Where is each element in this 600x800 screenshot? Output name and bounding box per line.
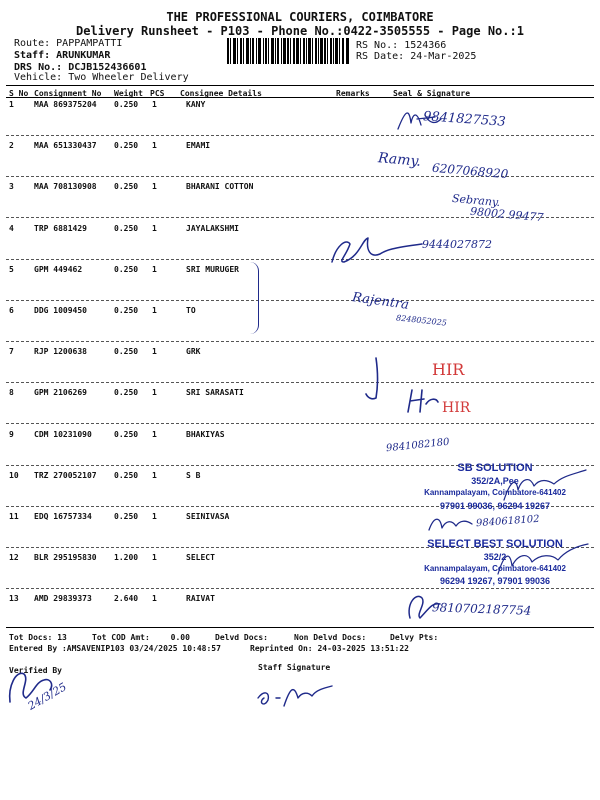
vehicle-value: Two Wheeler Delivery (68, 72, 189, 83)
row-consignee: BHARANI COTTON (186, 182, 254, 192)
reprinted-value: 24-03-2025 13:51:22 (317, 644, 409, 653)
runsheet-title: Delivery Runsheet - P103 - Phone No.:0422-3505555 - Page No.:1 (76, 24, 524, 38)
staff-signature-label: Staff Signature (258, 663, 331, 672)
rs-no-label: RS No.: (356, 40, 399, 51)
vehicle-line (14, 72, 189, 84)
sig-row1-phone: 9841827533 (422, 109, 507, 130)
row-sno: 10 (9, 470, 19, 480)
tot-docs-label: Tot Docs: (9, 633, 53, 642)
row-separator (6, 588, 594, 589)
table-top-rule (6, 85, 594, 86)
drs-label: DRS No.: (14, 62, 63, 73)
row-weight: 0.250 (114, 347, 139, 357)
tot-cod (92, 633, 190, 642)
row-sno: 1 (9, 100, 14, 109)
stamp-select-name: SELECT BEST SOLUTION (427, 538, 563, 550)
reprinted-label: Reprinted On: (250, 644, 313, 653)
row-consignee: EMAMI (186, 141, 211, 151)
staff-signature (254, 678, 334, 712)
staff-line (14, 50, 110, 62)
route-label: Route: (14, 38, 51, 49)
row-weight: 0.250 (114, 223, 139, 233)
row-consignee: KANY (186, 100, 206, 109)
sig-row6-name: Rajentra (351, 290, 410, 313)
tot-cod-label: Tot COD Amt: (92, 633, 150, 642)
delvy-pts-label: Delvy Pts: (390, 633, 439, 642)
stamp-sb-addr: 352/2A,Pee (471, 476, 519, 486)
tot-docs (9, 633, 67, 642)
row-sno: 11 (9, 512, 19, 521)
col-header-weight: Weight (114, 89, 143, 98)
row-pcs: 1 (152, 264, 157, 274)
signature-row8 (404, 388, 440, 414)
non-delvd-docs-label: Non Delvd Docs: (294, 633, 367, 642)
tot-cod-value: 0.00 (170, 633, 190, 642)
staff-value: ARUNKUMAR (56, 50, 111, 61)
row-weight: 0.250 (114, 470, 139, 480)
entered-by (9, 644, 221, 653)
row-consignee: BHAKIYAS (186, 429, 225, 439)
row-weight: 0.250 (114, 100, 139, 109)
col-header-pcs: PCS (150, 89, 165, 98)
brace-rows-5-6 (250, 262, 259, 334)
stamp-sb-phone: 97901 99036, 96294 19267 (439, 501, 551, 511)
stamp-select-city: Kannampalayam, Coimbatore-641402 (424, 564, 566, 573)
row-pcs: 1 (152, 388, 157, 398)
drs-value: DCJB152436601 (68, 62, 147, 73)
row-consignment: MAA 869375204 (34, 100, 97, 109)
sig-row3-phone: 6207068920 (431, 160, 509, 182)
sig-row13-phone: 9810702187754 (431, 600, 532, 618)
stamp-select-phone: 96294 19267, 97901 99036 (439, 576, 551, 586)
row-consignee: GRK (186, 347, 201, 357)
row-pcs: 1 (152, 306, 157, 315)
sig-row3-name: Ramy. (377, 150, 422, 170)
col-header-remarks: Remarks (336, 89, 370, 98)
row-sno: 12 (9, 553, 19, 563)
col-header-consignment: Consignment No (34, 89, 102, 98)
row-separator (6, 259, 594, 260)
row-consignment: TRP 6881429 (34, 223, 87, 233)
stamp-sb-name: SB SOLUTION (457, 462, 533, 474)
row-pcs: 1 (152, 553, 157, 563)
row-consignee: S B (186, 470, 201, 480)
sig-row11-phone: 9840618102 (475, 513, 540, 530)
row-weight: 0.250 (114, 182, 139, 192)
row-separator (6, 423, 594, 424)
row-pcs: 1 (152, 141, 157, 151)
row-consignment: BLR 295195830 (34, 553, 97, 563)
verified-by-label: Verified By (9, 666, 62, 675)
rs-no-value: 1524366 (404, 40, 447, 51)
row-consignment: GPM 2106269 (34, 388, 87, 398)
signature-row4 (326, 232, 426, 268)
row-separator (6, 135, 594, 136)
row-pcs: 1 (152, 223, 157, 233)
signature-row11 (426, 512, 474, 534)
row-pcs: 1 (152, 470, 157, 480)
stamp-sb-city: Kannampalayam, Coimbatore-641402 (424, 488, 566, 497)
row-separator (6, 382, 594, 383)
row-sno: 8 (9, 388, 14, 398)
signature-row12 (494, 540, 590, 580)
row-consignee: SEINIVASA (186, 512, 230, 521)
row-pcs: 1 (152, 512, 157, 521)
row-pcs: 1 (152, 429, 157, 439)
row-consignee: SELECT (186, 553, 215, 563)
delvd-docs-label: Delvd Docs: (215, 633, 268, 642)
reprinted-on (250, 644, 409, 653)
bracket-rows-7-8 (362, 354, 392, 404)
row-weight: 0.250 (114, 388, 139, 398)
row-weight: 0.250 (114, 141, 139, 151)
row-pcs: 1 (152, 182, 157, 192)
entered-by-value: AMSAVENIP103 03/24/2025 10:48:57 (66, 644, 221, 653)
sig-row6-phone: 8248052025 (395, 313, 448, 328)
row-consignment: GPM 449462 (34, 264, 83, 274)
company-name: THE PROFESSIONAL COURIERS, COIMBATORE (166, 10, 434, 24)
row-consignee: SRI SARASATI (186, 388, 244, 398)
row-consignment: AMD 29839373 (34, 594, 92, 604)
row-consignee: SRI MURUGER (186, 264, 239, 274)
table-header-rule (6, 97, 594, 98)
row-sno: 3 (9, 182, 14, 192)
sig-row3b-name: Sebrany. (451, 191, 501, 210)
barcode (227, 38, 349, 64)
sig-row7-remark: HIR (432, 360, 465, 379)
route-line (14, 38, 122, 50)
sig-row3b-phone: 98002 99477 (469, 204, 544, 225)
rs-date-line (356, 51, 476, 63)
col-header-consignee: Consignee Details (180, 89, 262, 98)
row-pcs: 1 (152, 594, 157, 604)
row-weight: 0.250 (114, 429, 139, 439)
staff-label: Staff: (14, 50, 51, 61)
row-separator (6, 300, 594, 301)
signature-row10 (500, 466, 590, 506)
signature-row1 (395, 105, 445, 135)
row-weight: 0.250 (114, 306, 139, 315)
row-sno: 13 (9, 594, 19, 604)
row-weight: 2.640 (114, 594, 139, 604)
row-sno: 9 (9, 429, 14, 439)
entered-by-label: Entered By : (9, 644, 67, 653)
row-sno: 6 (9, 306, 14, 315)
row-sno: 2 (9, 141, 14, 151)
row-pcs: 1 (152, 100, 157, 109)
row-separator (6, 341, 594, 342)
row-consignment: EDQ 16757334 (34, 512, 92, 521)
sig-row9-phone: 9841082180 (385, 436, 451, 455)
stamp-select-addr: 352/2 (483, 552, 507, 562)
row-consignment: MAA 651330437 (34, 141, 97, 151)
row-consignment: RJP 1200638 (34, 347, 87, 357)
row-pcs: 1 (152, 347, 157, 357)
vehicle-label: Vehicle: (14, 72, 63, 83)
row-consignment: CDM 10231090 (34, 429, 92, 439)
row-consignment: MAA 708130908 (34, 182, 97, 192)
rs-date-label: RS Date: (356, 51, 405, 62)
rs-date-value: 24-Mar-2025 (410, 51, 477, 62)
row-sno: 4 (9, 223, 14, 233)
row-consignee: JAYALAKSHMI (186, 223, 239, 233)
row-weight: 0.250 (114, 264, 139, 274)
col-header-sno: S No (9, 89, 29, 98)
sig-row8-remark: HIR (442, 400, 471, 416)
row-consignee: RAIVAT (186, 594, 215, 604)
table-bottom-rule (6, 627, 594, 628)
row-weight: 0.250 (114, 512, 139, 521)
row-sno: 7 (9, 347, 14, 357)
row-consignment: DDG 1009450 (34, 306, 87, 315)
row-sno: 5 (9, 264, 14, 274)
row-weight: 1.200 (114, 553, 139, 563)
verified-date: 24/3/25 (25, 680, 69, 713)
tot-docs-value: 13 (57, 633, 67, 642)
row-consignment: TRZ 270052107 (34, 470, 97, 480)
sig-row4-phone: 9444027872 (422, 238, 492, 251)
row-consignee: TO (186, 306, 196, 315)
col-header-seal: Seal & Signature (393, 89, 471, 98)
route-value: PAPPAMPATTI (56, 38, 123, 49)
